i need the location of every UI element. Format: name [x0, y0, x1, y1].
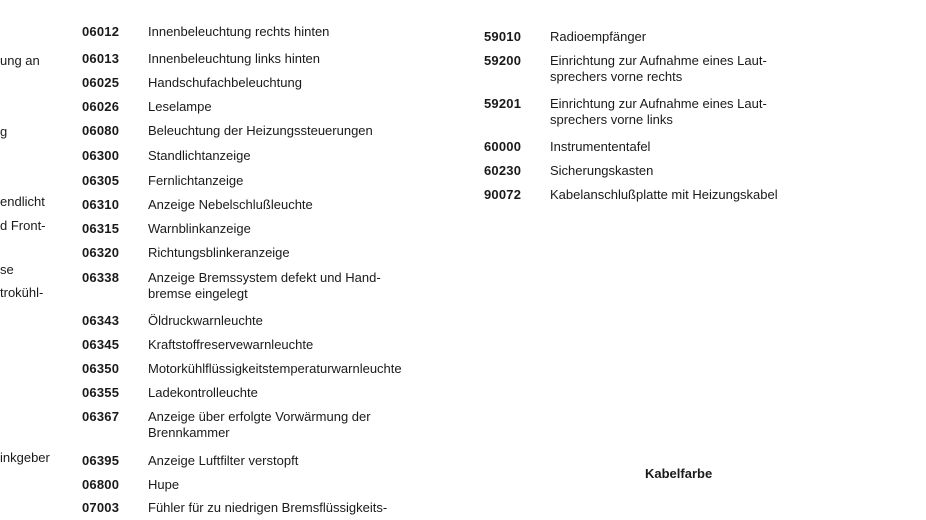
legend-entry [484, 163, 860, 179]
component-code: 59201 [484, 96, 522, 111]
component-description: Anzeige Nebelschlußleuchte [148, 197, 313, 212]
component-description: Beleuchtung der Heizungssteuerungen [148, 123, 373, 138]
component-code: 06300 [82, 148, 120, 163]
legend-entry [82, 197, 456, 213]
component-description: Fühler für zu niedrigen Bremsflüssigkeits- [148, 500, 388, 515]
legend-entry [82, 173, 456, 189]
component-code: 06355 [82, 385, 120, 400]
legend-entry [82, 75, 456, 91]
component-description: Handschufachbeleuchtung [148, 75, 302, 90]
component-code: 06343 [82, 313, 120, 328]
component-code: 06338 [82, 270, 120, 285]
legend-entry [82, 477, 456, 493]
legend-entry [82, 245, 456, 261]
component-description: Innenbeleuchtung rechts hinten [148, 24, 330, 39]
component-code: 06310 [82, 197, 120, 212]
legend-entry [82, 500, 456, 516]
legend-entry [484, 96, 860, 128]
component-code: 59010 [484, 29, 522, 44]
legend-entry [82, 123, 456, 139]
component-code: 06026 [82, 99, 120, 114]
legend-entry [82, 453, 456, 469]
component-code: 06367 [82, 409, 120, 424]
component-description: Radioempfänger [550, 29, 647, 44]
component-code: 06345 [82, 337, 120, 352]
left-fragment: inkgeber [0, 450, 50, 465]
component-description: Einrichtung zur Aufnahme eines Laut- sprechers vorne rechts [550, 53, 767, 84]
legend-entry [82, 99, 456, 115]
component-description: Leselampe [148, 99, 212, 114]
component-description: Hupe [148, 477, 180, 492]
component-description: Anzeige über erfolgte Vorwärmung der Brennkammer [148, 409, 371, 440]
component-code: 06012 [82, 24, 120, 39]
left-fragment: trokühl- [0, 285, 44, 300]
component-description: Öldruckwarnleuchte [148, 313, 263, 328]
left-fragment: endlicht [0, 194, 45, 209]
component-code: 06320 [82, 245, 120, 260]
legend-entry [82, 337, 456, 353]
component-code: 59200 [484, 53, 522, 68]
component-description: Innenbeleuchtung links hinten [148, 51, 321, 66]
component-code: 06315 [82, 221, 120, 236]
legend-entry [484, 53, 860, 85]
component-description: Anzeige Luftfilter verstopft [148, 453, 299, 468]
component-code: 06350 [82, 361, 120, 376]
component-code: 60230 [484, 163, 522, 178]
component-description: Standlichtanzeige [148, 148, 251, 163]
component-description: Fernlichtanzeige [148, 173, 244, 188]
legend-entry [82, 409, 456, 441]
component-description: Sicherungskasten [550, 163, 654, 178]
legend-entry [82, 24, 456, 40]
legend-entry [484, 29, 860, 45]
component-code: 60000 [484, 139, 522, 154]
legend-entry [82, 148, 456, 164]
left-fragment: d Front- [0, 218, 46, 233]
component-code: 06025 [82, 75, 120, 90]
wire-color-heading: Kabelfarbe [645, 466, 713, 481]
component-code: 07003 [82, 500, 120, 515]
component-description: Ladekontrolleuchte [148, 385, 258, 400]
component-code: 06013 [82, 51, 120, 66]
component-description: Einrichtung zur Aufnahme eines Laut- sprechers vorne links [550, 96, 767, 127]
component-description: Warnblinkanzeige [148, 221, 251, 236]
component-description: Richtungsblinkeranzeige [148, 245, 290, 260]
left-fragment: se [0, 262, 14, 277]
component-description: Kraftstoffreservewarnleuchte [148, 337, 314, 352]
component-description: Kabelanschlußplatte mit Heizungskabel [550, 187, 778, 202]
component-description: Instrumententafel [550, 139, 651, 154]
component-code: 06080 [82, 123, 120, 138]
component-code: 06305 [82, 173, 120, 188]
component-description: Motorkühlflüssigkeitstemperaturwarnleuchte [148, 361, 402, 376]
legend-entry [484, 187, 860, 203]
legend-entry [82, 51, 456, 67]
legend-entry [82, 270, 456, 302]
legend-entry [82, 221, 456, 237]
left-fragment: ung an [0, 53, 40, 68]
left-fragment: g [0, 124, 8, 139]
legend-entry [484, 139, 860, 155]
component-code: 90072 [484, 187, 522, 202]
legend-entry [82, 385, 456, 401]
legend-entry [82, 313, 456, 329]
component-code: 06395 [82, 453, 120, 468]
legend-entry [82, 361, 456, 377]
component-code: 06800 [82, 477, 120, 492]
component-description: Anzeige Bremssystem defekt und Hand- bremse eingelegt [148, 270, 381, 301]
